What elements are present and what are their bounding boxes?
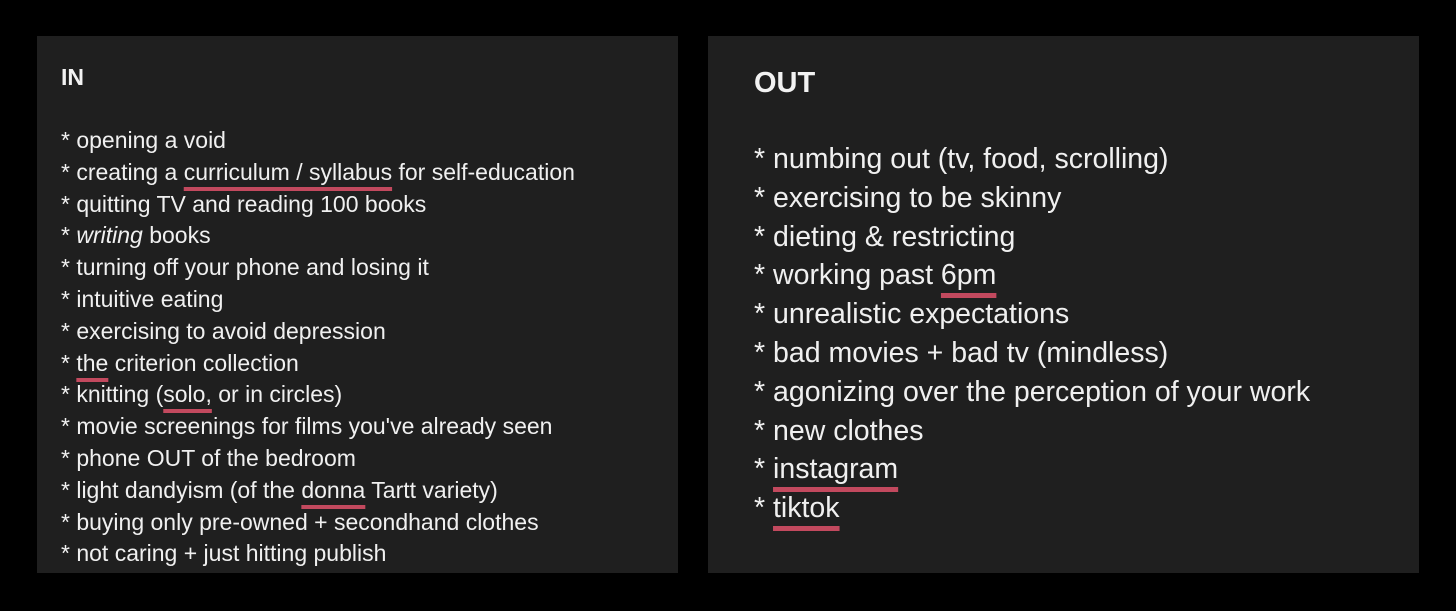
list-item bbox=[754, 489, 1310, 528]
list-item bbox=[61, 189, 575, 221]
list-item bbox=[754, 179, 1310, 218]
item-text: * buying only pre-owned + secondhand clothes bbox=[61, 508, 539, 535]
list-item bbox=[754, 334, 1310, 373]
underlined-text: the bbox=[76, 349, 109, 376]
underlined-text: solo, bbox=[163, 381, 212, 408]
item-text: books bbox=[142, 222, 211, 249]
item-text: * light dandyism (of the bbox=[61, 476, 302, 503]
list-item bbox=[61, 125, 575, 157]
underlined-text: tiktok bbox=[773, 492, 840, 525]
underlined-text: instagram bbox=[773, 453, 899, 486]
item-text: * bbox=[61, 349, 77, 376]
item-text: criterion collection bbox=[108, 349, 299, 376]
item-text: * numbing out (tv, food, scrolling) bbox=[754, 143, 1169, 175]
list-item bbox=[61, 284, 575, 316]
list-item bbox=[754, 450, 1310, 489]
item-text: * knitting ( bbox=[61, 381, 164, 408]
list-item bbox=[754, 218, 1310, 257]
list-item bbox=[61, 348, 575, 380]
item-text: * bbox=[61, 222, 77, 249]
list-item bbox=[61, 252, 575, 284]
item-text: * dieting & restricting bbox=[754, 220, 1016, 253]
out-list bbox=[754, 140, 1310, 528]
underlined-text: 6pm bbox=[940, 259, 997, 292]
item-text: * phone OUT of the bedroom bbox=[61, 444, 356, 471]
item-text: * creating a bbox=[61, 158, 184, 185]
list-item bbox=[61, 475, 575, 507]
item-text: * exercising to avoid depression bbox=[61, 317, 386, 344]
item-text: * quitting TV and reading 100 books bbox=[61, 190, 427, 217]
out-heading: OUT bbox=[754, 67, 816, 99]
item-text: * new clothes bbox=[754, 414, 924, 447]
underlined-text: curriculum / syllabus bbox=[183, 158, 393, 185]
item-text: * bad movies + bad tv (mindless) bbox=[754, 336, 1169, 369]
item-text: * intuitive eating bbox=[61, 285, 224, 312]
item-text: * bbox=[754, 492, 774, 525]
list-item bbox=[61, 538, 575, 570]
item-text: * working past bbox=[754, 259, 941, 292]
list-item bbox=[61, 507, 575, 539]
item-text: * not caring + just hitting publish bbox=[61, 540, 387, 567]
list-item bbox=[61, 379, 575, 411]
list-item bbox=[61, 157, 575, 189]
item-text: * unrealistic expectations bbox=[754, 298, 1070, 331]
list-item bbox=[754, 373, 1310, 412]
item-text: * movie screenings for films you've already seen bbox=[61, 413, 553, 440]
list-item bbox=[754, 140, 1310, 179]
list-item bbox=[754, 412, 1310, 451]
item-text: * bbox=[754, 453, 774, 486]
item-text: or in circles) bbox=[211, 381, 343, 408]
out-panel bbox=[708, 36, 1419, 573]
list-item bbox=[61, 316, 575, 348]
in-heading: IN bbox=[61, 64, 84, 90]
in-list bbox=[61, 125, 575, 570]
item-text: Tartt variety) bbox=[365, 476, 498, 503]
list-item bbox=[61, 443, 575, 475]
item-text: for self-education bbox=[392, 158, 575, 185]
item-text: * agonizing over the perception of your work bbox=[754, 375, 1311, 408]
underlined-text: donna bbox=[301, 476, 366, 503]
item-text: * turning off your phone and losing it bbox=[61, 254, 429, 281]
list-item bbox=[754, 256, 1310, 295]
item-text: * exercising to be skinny bbox=[754, 181, 1062, 214]
italic-text: writing bbox=[76, 222, 143, 249]
in-panel bbox=[37, 36, 678, 573]
list-item bbox=[61, 220, 575, 252]
list-item bbox=[754, 295, 1310, 334]
list-item bbox=[61, 411, 575, 443]
item-text: * opening a void bbox=[61, 127, 226, 153]
